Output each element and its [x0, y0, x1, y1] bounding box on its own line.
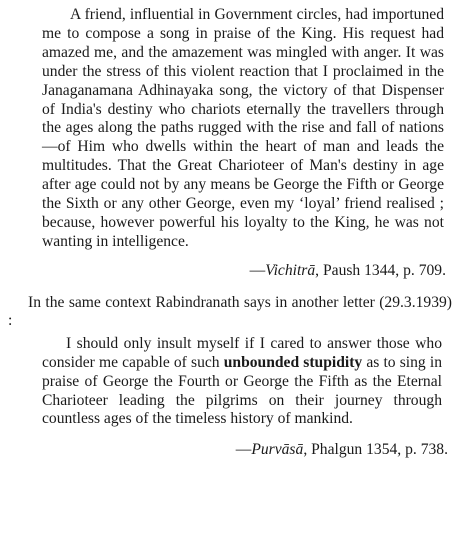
citation-source: Purvāsā	[251, 441, 304, 459]
quote-text-after: as to sing in praise of George the Fourth or George the Fifth as the Eternal Charioteer leading the pilgrims on their journey through countless ages of the timeless history of mankind.	[42, 353, 442, 428]
citation-source: Vichitrā	[265, 261, 316, 279]
paragraph-text: In the same context Rabindranath says in another letter (29.3.1939) :	[8, 293, 452, 330]
citation-purvasa	[0, 441, 474, 459]
citation-details: , Phalgun 1354, p. 738.	[303, 441, 448, 459]
citation-vichitra	[0, 262, 474, 280]
body-paragraph	[8, 294, 452, 331]
bold-phrase: unbounded stupidity	[223, 353, 363, 371]
quoted-letter-excerpt	[42, 6, 444, 252]
citation-dash: —	[249, 261, 266, 279]
quote-text-before: I should only insult myself if I cared to answer those who consider me capable of such	[42, 334, 442, 371]
citation-dash: —	[235, 441, 252, 459]
second-quoted-excerpt	[42, 335, 442, 430]
quote-text: A friend, influential in Government circles, had importuned me to compose a song in praise of the King. His request had amazed me, and the amazement was mingled with anger. It was under the stress of this violent reaction that I proclaimed in the Janaganamana Adhinayaka song, the victory of that Dispenser of India's destiny who chariots eternally the travellers through the ages along the paths rugged with the rise and fall of nations—of Him who dwells within the heart of man and leads the multitudes. That the Great Charioteer of Man's destiny in age after age could not by any means be George the Fifth or George the Sixth or any other George, even my ‘loyal’ friend realised ; because, however powerful his loyalty to the King, he was not wanting in intelligence.	[42, 6, 444, 250]
citation-details: , Paush 1344, p. 709.	[315, 261, 446, 279]
